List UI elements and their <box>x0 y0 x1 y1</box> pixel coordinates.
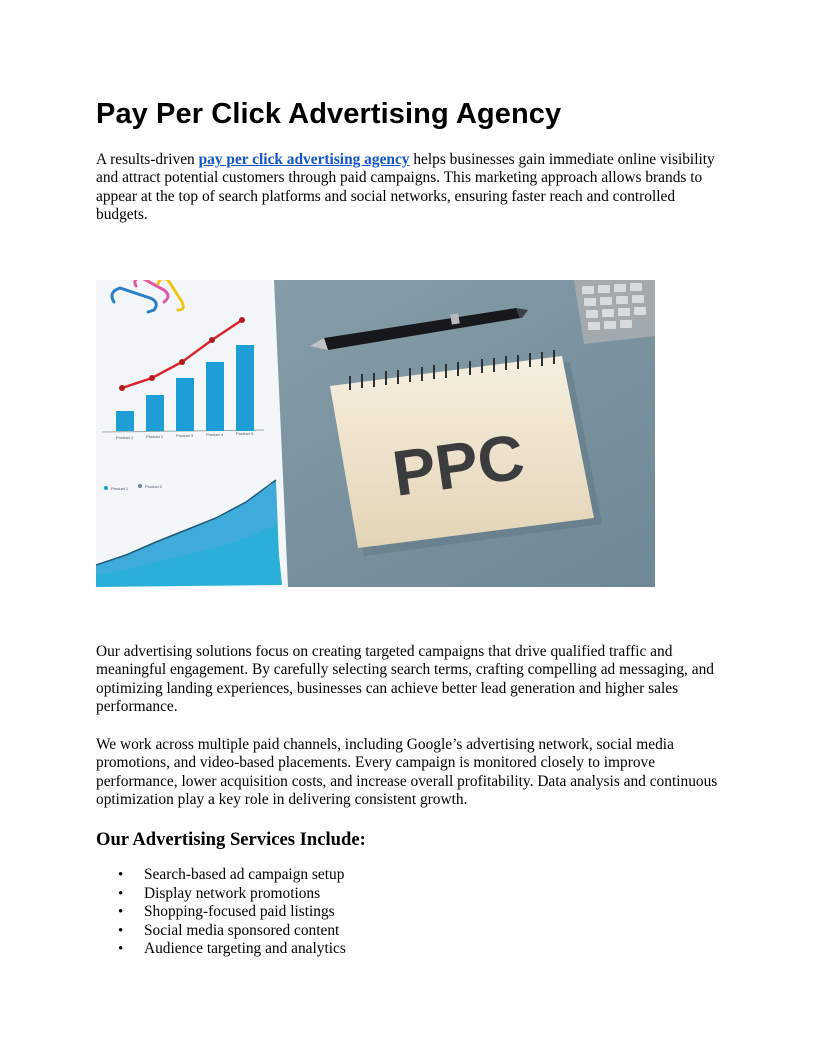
list-item-text: Social media sponsored content <box>144 921 340 939</box>
list-item-text: Audience targeting and analytics <box>144 940 346 958</box>
chart-bar <box>236 345 254 431</box>
category-label: Product 1 <box>116 435 134 440</box>
intro-paragraph <box>96 151 720 225</box>
category-label: Product 4 <box>206 432 224 437</box>
list-item <box>96 885 696 904</box>
category-label: Product 5 <box>236 431 254 436</box>
bullet-icon: • <box>118 941 124 958</box>
ppc-hero-image <box>96 280 655 587</box>
intro-text-after: helps businesses gain immediate online visibility and attract potential customers through paid campaigns. This marketing approach allows brands to appear at the top of search platforms and social networks, ensuring faster reach and controlled budgets. <box>96 151 715 224</box>
intro-text-before: A results-driven <box>96 151 199 168</box>
services-list <box>96 866 696 959</box>
body-paragraph: We work across multiple paid channels, including Google’s advertising network, social media promotions, and video-based placements. Every campaign is monitored closely to improve performance, lower acquisition costs, and increase overall profitability. Data analysis and continuous optimization play a key role in delivering consistent growth. <box>96 736 718 809</box>
services-heading: Our Advertising Services Include: <box>96 829 366 850</box>
list-item <box>96 903 696 922</box>
bullet-icon: • <box>118 904 124 921</box>
page-title: Pay Per Click Advertising Agency <box>96 98 562 130</box>
ppc-agency-link[interactable]: pay per click advertising agency <box>198 151 410 168</box>
list-item-text: Shopping-focused paid listings <box>144 903 335 921</box>
bullet-icon: • <box>118 922 124 939</box>
list-item <box>96 922 696 941</box>
chart-bar <box>116 411 134 431</box>
bullet-icon: • <box>118 885 124 902</box>
calculator-icon <box>574 280 655 344</box>
list-item <box>96 940 696 959</box>
bullet-icon: • <box>118 867 124 883</box>
body-paragraph: Our advertising solutions focus on creating targeted campaigns that drive qualified traffic and meaningful engagement. By carefully selecting search terms, crafting compelling ad messaging, and optimizing landing experiences, businesses can achieve better lead generation and higher sales performance. <box>96 643 714 716</box>
legend-label: Product 1 <box>111 486 129 491</box>
chart-bar <box>206 362 224 431</box>
notebook-ppc-text: PPC <box>388 420 529 510</box>
ppc-notebook <box>330 350 602 556</box>
list-item-text: Search-based ad campaign setup <box>144 866 345 883</box>
category-label: Product 2 <box>146 434 164 439</box>
chart-bar <box>146 395 164 431</box>
list-item-text: Display network promotions <box>144 884 321 902</box>
chart-bar <box>176 378 194 431</box>
legend-label: Product 2 <box>145 484 163 489</box>
list-item <box>96 866 696 885</box>
category-label: Product 3 <box>176 433 194 438</box>
